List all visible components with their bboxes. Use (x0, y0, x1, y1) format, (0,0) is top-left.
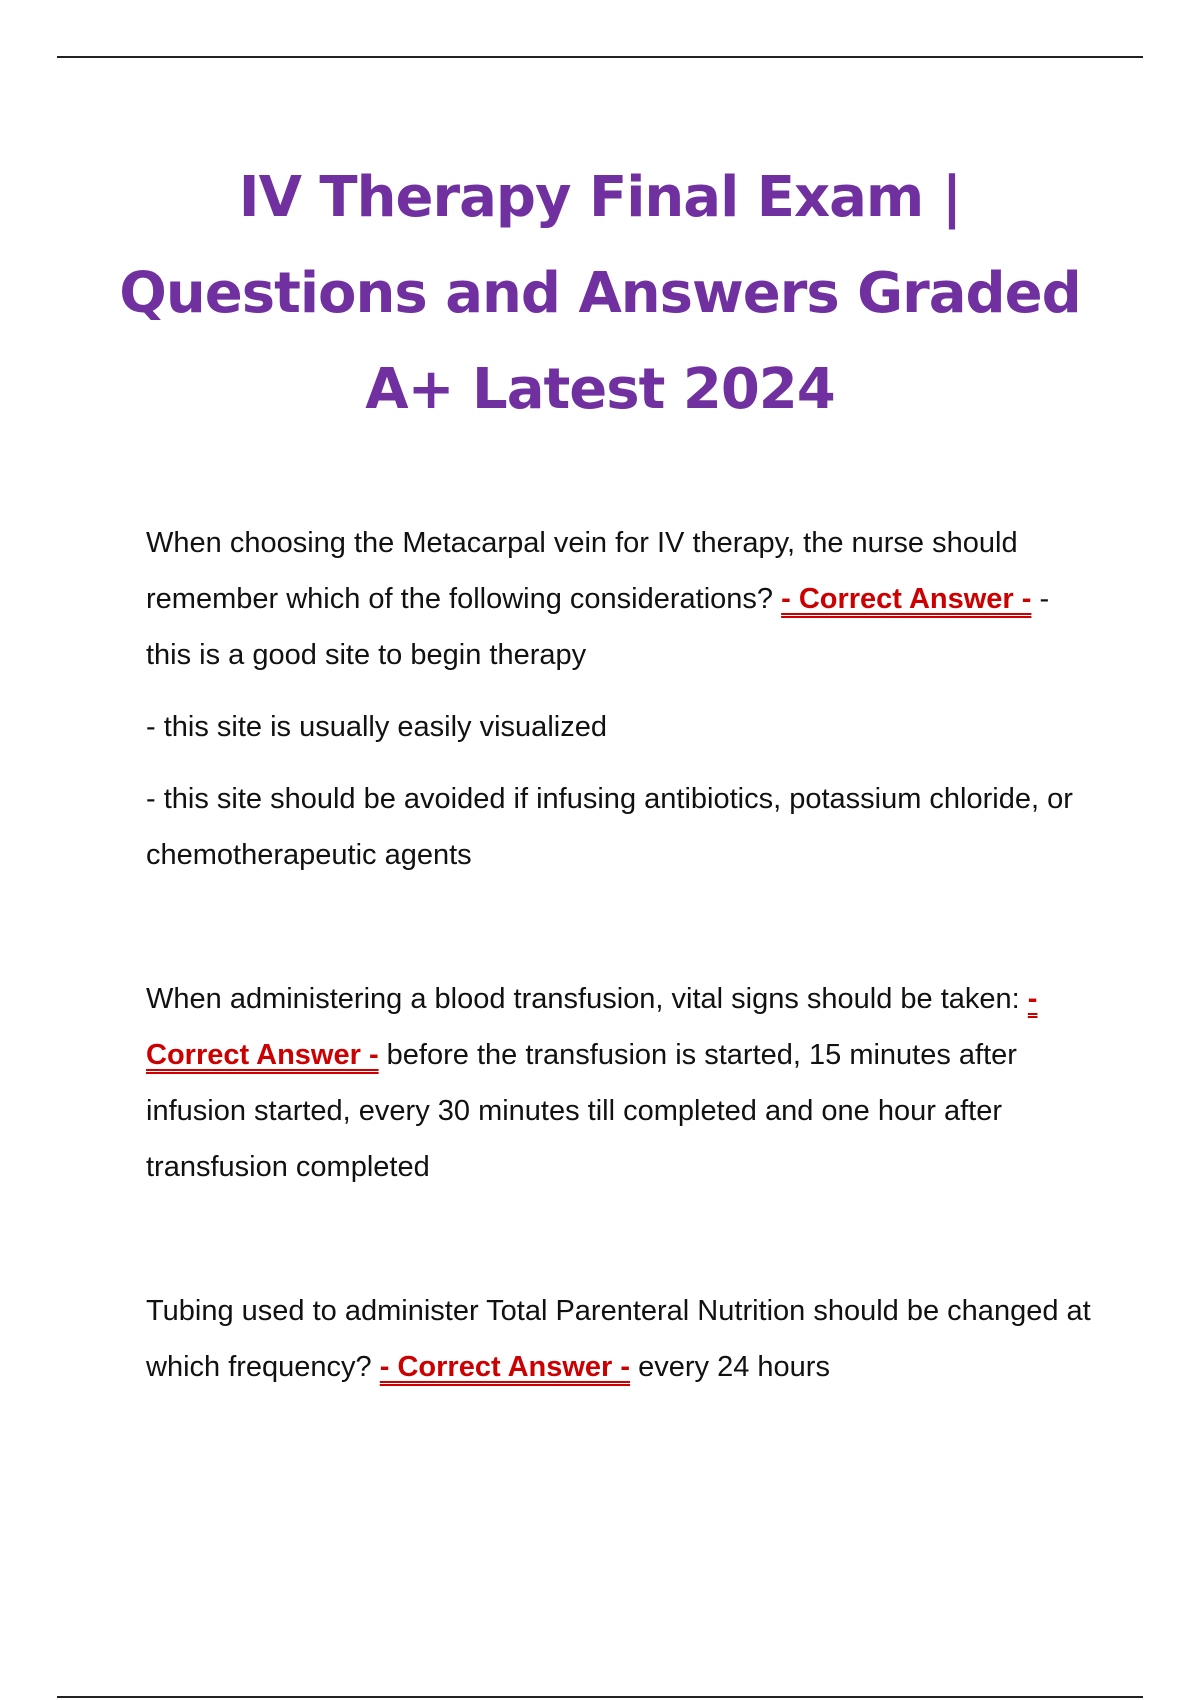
qa-block (146, 515, 1096, 883)
correct-answer-label: - Correct Answer - (379, 1351, 631, 1383)
qa-paragraph (146, 515, 1096, 683)
answer-continuation: - this site is usually easily visualized (146, 711, 607, 743)
question-text: When choosing the Metacarpal vein for IV therapy, the nurse should remember which of the following considerations? (146, 527, 1018, 615)
correct-answer-label: - Correct Answer - (146, 983, 1038, 1071)
document-body (146, 515, 1096, 1395)
qa-paragraph (146, 971, 1096, 1195)
qa-paragraph (146, 1283, 1096, 1395)
qa-block (146, 1283, 1096, 1395)
top-rule (57, 56, 1143, 58)
answer-text: - this is a good site to begin therapy (146, 583, 1050, 671)
answer-text: before the transfusion is started, 15 minutes after infusion started, every 30 minutes till completed and one hour after transfusion completed (146, 1039, 1017, 1183)
bottom-rule (57, 1696, 1143, 1698)
answer-text: every 24 hours (638, 1351, 830, 1383)
qa-block (146, 971, 1096, 1195)
question-text: Tubing used to administer Total Parenteral Nutrition should be changed at which frequency? (146, 1295, 1091, 1383)
answer-continuation: - this site should be avoided if infusing antibiotics, potassium chloride, or chemotherapeutic agents (146, 783, 1073, 871)
question-text: When administering a blood transfusion, vital signs should be taken: (146, 983, 1020, 1015)
document-title: IV Therapy Final Exam | Questions and Answers Graded A+ Latest 2024 (119, 165, 1081, 422)
correct-answer-label: - Correct Answer - (781, 583, 1032, 615)
